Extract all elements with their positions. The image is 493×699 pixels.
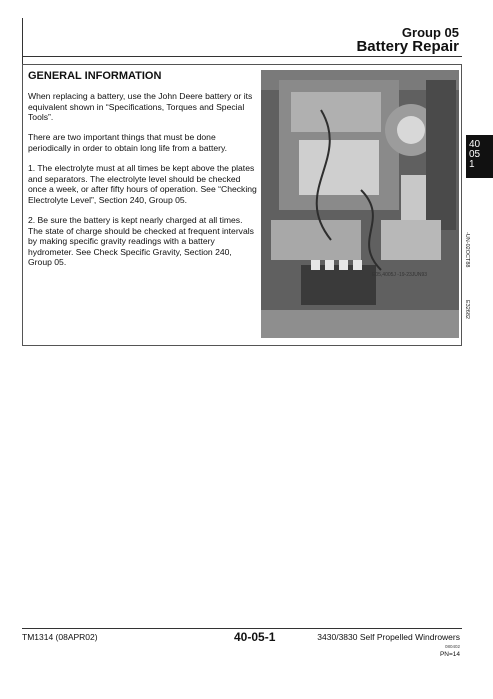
footer-manual-id: TM1314 (08APR02) [22,632,98,642]
group-label: Group 05 [401,25,459,40]
paragraph-state-of-charge: 2. Be sure the battery is kept nearly charged at all times. The state of charge should be checked at frequent intervals by making specific gravity readings with a battery hydrometer. See Check Specific Gravity, Section 240, Group 05. [28,215,254,268]
paragraph-two-things: There are two important things that must be done periodically in order to obtain long life from a battery. [28,132,228,153]
general-information-box [22,64,462,346]
tab-page-number: 1 [469,159,475,170]
footer-page-number: 40-05-1 [234,630,276,644]
footer-rule [22,628,462,629]
figure-side-code-top: -UN-02OCT88 [464,232,470,268]
battery-engine-photo [261,70,459,338]
figure-code: E05,4005J -19-23JUN93 [372,272,428,278]
footer-pn: PN=14 [439,651,460,658]
header-rule [22,56,462,57]
tab-group-number: 05 [469,149,481,160]
paragraph-electrolyte-level: 1. The electrolyte must at all times be kept above the plates and separators. The electrolyte level should be checked once a week, or after fifty hours of operation. See “Checking Electrolyte Level”, Section 240, Group 05. [28,163,257,205]
section-heading: GENERAL INFORMATION [28,70,162,82]
page-title: Battery Repair [356,38,459,55]
figure-side-code-bottom: E32682 [464,300,470,319]
tab-section-number: 40 [469,139,481,150]
footer-date: 080402 [444,644,460,649]
section-tab [466,135,493,178]
header-left-rule [22,18,23,64]
paragraph-replacing-battery: When replacing a battery, use the John Deere battery or its equivalent shown in “Specifications, Torques and Special Tools”. [28,91,253,123]
footer-product: 3430/3830 Self Propelled Windrowers [317,632,460,642]
